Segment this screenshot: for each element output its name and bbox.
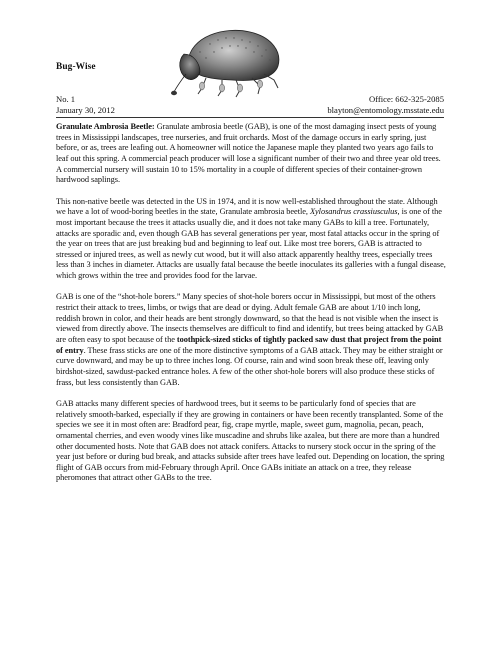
identification-text-b: . These frass sticks are one of the more distinctive symptoms of a GAB attack. They may be either straight or curve downward, and may be up to three inches long. Of course, rain and wind soon break these off, leaving only birdshot-sized, sawdust-packed entrance holes. A few of the other shot-hole borers will also produce these sticks of frass, but less consistently than GAB. — [56, 345, 443, 387]
history-text-a: This non-native beetle was detected in the US in 1974, and it is now well-established throughout the state. Although we have a lot of wood-boring beetles in the state, Granulate ambrosia beetle, — [56, 196, 438, 217]
identification-text-a: GAB is one of the “shot-hole borers.” Many species of shot-hole borers occur in Mississippi, but most of the others restrict their attack to trees, limbs, or twigs that are dead or dying. Adult female GAB are about 1/10 inch long, reddish brown in color, and their heads are bent strongly downward, so that the head is not visible when the insect is viewed from directly above. The insects themselves are difficult to find and identify, but trees being attacked by GAB are often easy to spot because of the — [56, 292, 444, 344]
paragraph-hosts — [56, 399, 446, 484]
species-name: Xylosandrus crassiusculus — [309, 207, 398, 217]
date-row — [56, 105, 444, 116]
intro-lead: Granulate Ambrosia Beetle: — [56, 122, 155, 131]
frass-sticks-emphasis: toothpick-sized sticks of tightly packed saw dust that project from the point of entry — [56, 335, 442, 355]
newsletter-title: Bug-Wise — [56, 62, 96, 72]
issue-row — [56, 94, 444, 105]
contact-email[interactable]: blayton@entomology.msstate.edu — [327, 105, 444, 115]
issue-date: January 30, 2012 — [56, 105, 115, 115]
paragraph-intro — [56, 122, 446, 186]
hosts-text: GAB attacks many different species of hardwood trees, but it seems to be particularly fond of species that are relatively smooth-barked, especially if they are growing in containers or have been recently transplanted. Some of the species we see it in most often are: Bradford pear, fig, crape myrtle, maple, sweet gum, magnolia, pecan, peach, ornamental cherries, and even woody vines like muscadine and shrubs like azalea, but there are more than a hundred other documented hosts. Note that GAB does not attack conifers. Attacks to nursery stock occur in the spring of the year just before or during bud break, and attacks subside after trees have leafed out. Depending on location, the spring flight of GAB occurs from mid-February through April. Once GABs initiate an attack on a tree, they release pheromones that attract other GABs to the tree. — [56, 398, 445, 483]
paragraph-history — [56, 197, 446, 282]
intro-text: Granulate ambrosia beetle (GAB), is one of the most damaging insect pests of young trees in Mississippi landscapes, tree nurseries, and fruit orchards. Most of the damage occurs in early spring, just before, or as, trees are leafing out. A homeowner will notice the Japanese maple they planted two years ago fails to leaf out this spring. A commercial peach producer will lose a significant number of their two and three year old trees. A commercial nursery will sustain 10 to 15% mortality in a couple of different species of their container-grown hardwood saplings. — [56, 122, 441, 185]
issue-number: No. 1 — [56, 94, 76, 104]
history-text-b: , is one of the most important because the trees it attacks usually die, and it does not take many GABs to kill a tree. Fortunately, attacks are sporadic and, even though GAB has several generations per year, most fatal attacks occur in the spring of the year on trees that are just breaking bud and beginning to leaf out. Like most tree borers, GAB is attracted to stressed or injured trees, as well as newly cut wood, but it will also attack apparently healthy trees, especially trees less than 3 inches in diameter. Attacks are usually fatal because the beetle inoculates its galleries with a fungal disease, which grows within the tree and provides food for the larvae. — [56, 207, 446, 281]
paragraph-identification — [56, 292, 446, 388]
article-body — [56, 122, 446, 495]
header-divider — [56, 117, 444, 118]
beetle-illustration — [170, 22, 295, 100]
office-phone: Office: 662-325-2085 — [368, 94, 444, 104]
